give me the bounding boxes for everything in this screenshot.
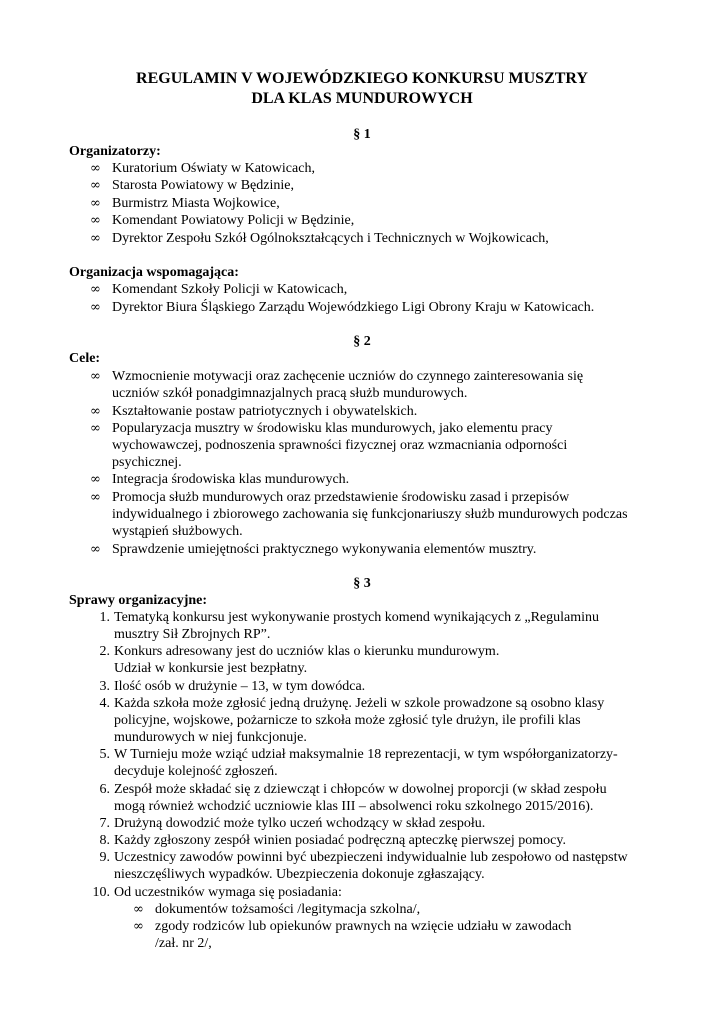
organization-heading: Sprawy organizacyjne: [69,593,208,608]
infinity-bullet-icon: ∞ [90,404,101,419]
infinity-bullet-icon: ∞ [90,161,101,176]
infinity-bullet-icon: ∞ [90,369,101,384]
infinity-bullet-icon: ∞ [90,231,101,246]
infinity-bullet-icon: ∞ [133,902,144,917]
infinity-bullet-icon: ∞ [90,421,101,436]
document-title-line-2: DLA KLAS MUNDUROWYCH [251,90,473,107]
section-2-mark: § 2 [353,334,371,349]
infinity-bullet-icon: ∞ [90,300,101,315]
infinity-bullet-icon: ∞ [90,213,101,228]
document-title-line-1: REGULAMIN V WOJEWÓDZKIEGO KONKURSU MUSZTRY [136,70,588,87]
infinity-bullet-icon: ∞ [90,196,101,211]
infinity-bullet-icon: ∞ [90,490,101,505]
infinity-bullet-icon: ∞ [90,542,101,557]
infinity-bullet-icon: ∞ [90,472,101,487]
infinity-bullet-icon: ∞ [90,178,101,193]
infinity-bullet-icon: ∞ [133,919,144,934]
organizers-heading: Organizatorzy: [69,144,161,159]
support-heading: Organizacja wspomagająca: [69,265,239,280]
infinity-bullet-icon: ∞ [90,282,101,297]
section-3-mark: § 3 [353,576,371,591]
goals-heading: Cele: [69,351,101,366]
document-page: REGULAMIN V WOJEWÓDZKIEGO KONKURSU MUSZTRY DLA KLAS MUNDUROWYCH § 1 Organizatorzy: ∞ Kuratorium Oświaty w Katowicach, ∞ Starosta Powiatowy w Będzinie, ∞ Burmistrz Miasta Wojkowice, ∞ Komendant Powiatowy Policji w Będzinie, ∞ Dyrektor Zespołu Szkół Ogólnokształcących i Technicznych w Wojkowicach, Organizacja wspomagająca: ∞ Komendant Szkoły Policji w Katowicach, ∞ Dyrektor Biura Śląskiego Zarządu Wojewódzkiego Ligi Obrony Kraju w Katowicach. § 2 Cele: ∞ Wzmocnienie motywacji oraz zachęcenie uczniów do czynnego zainteresowania się uczniów szkół ponadgimnazjalnych pracą służb mundurowych. ∞ Kształtowanie postaw patriotycznych i obywatelskich. ∞ Popularyzacja musztry w środowisku klas mundurowych, jako elementu pracy wychowawczej, podnoszenia sprawności fizycznej oraz wzmacniania odporności psychicznej. ∞ Integracja środowiska klas mundurowych. ∞ Promocja służb mundurowych oraz przedstawienie środowisku zasad i przepisów indywidualnego i zbiorowego zachowania się funkcjonariuszy służb mundurowych podczas wystąpień służbowych. ∞ Sprawdzenie umiejętności praktycznego wykonywania elementów musztry. § 3 Sprawy organizacyjne: 1. Tematyką konkursu jest wykonywanie prostych komend wynikających z „Regulaminu musztry Sił Zbrojnych RP”. 2. Konkurs adresowany jest do uczniów klas o kierunku mundurowym. Udział w konkursie jest bezpłatny. 3. Ilość osób w drużynie – 13, w tym dowódca. 4. Każda szkoła może zgłosić jedną drużynę. Jeżeli w szkole prowadzone są osobno klasy policyjne, wojskowe, pożarnicze to szkoła może zgłosić tyle drużyn, ile profili klas mundurowych w niej funkcjonuje. 5. W Turnieju może wziąć udział maksymalnie 18 reprezentacji, w tym współorganizatorzy- decyduje kolejność zgłoszeń. 6. Zespół może składać się z dziewcząt i chłopców w dowolnej proporcji (w skład zespołu mogą również wchodzić uczniowie klas III – absolwenci roku szkolnego 2015/2016). 7. Drużyną dowodzić może tylko uczeń wchodzący w skład zespołu. 8. Każdy zgłoszony zespół winien posiadać podręczną apteczkę pierwszej pomocy. 9. Uczestnicy zawodów powinni być ubezpieczeni indywidualnie lub zespołowo od następstw nieszczęśliwych wypadków. Ubezpieczenia dokonuje zgłaszający. 10. Od uczestników wymaga się posiadania: ∞ dokumentów tożsamości /legitymacja szkolna/, ∞ zgody rodziców lub opiekunów prawnych na wzięcie udziału w zawodach /zał. nr 2/, [0,0,724,1024]
section-1-mark: § 1 [353,127,371,142]
